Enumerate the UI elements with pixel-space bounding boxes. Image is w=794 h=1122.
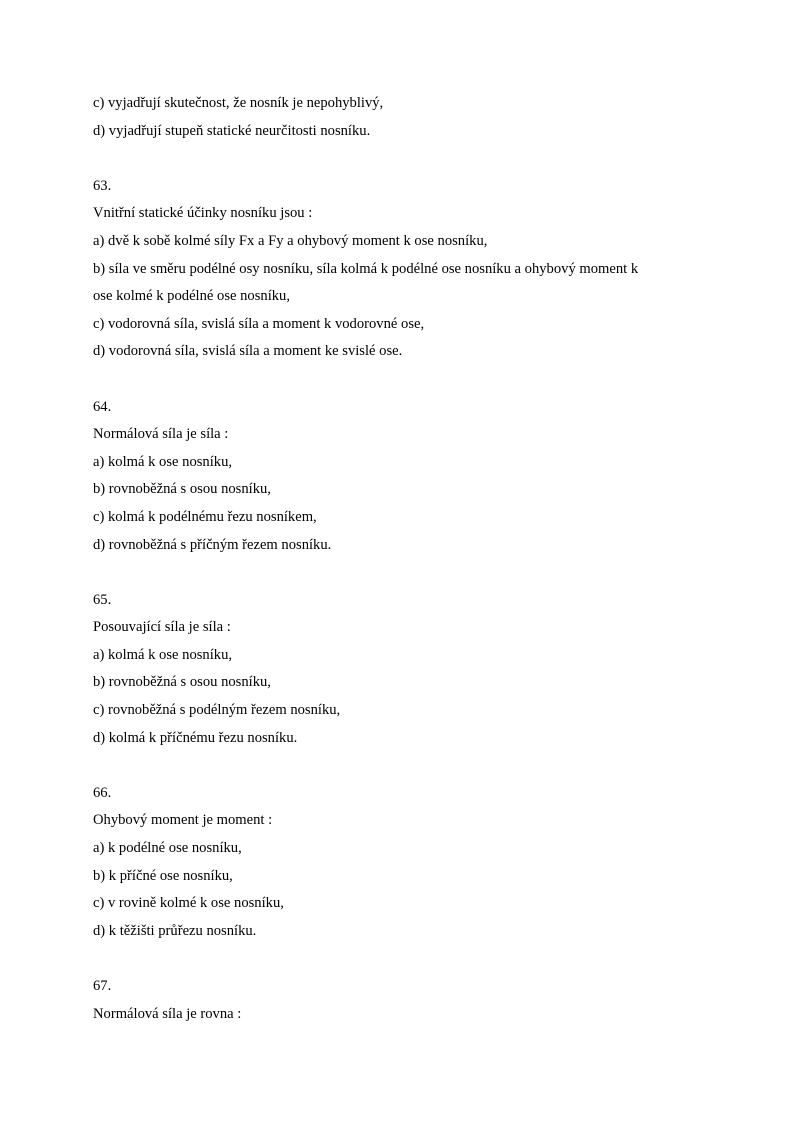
question-number: 63. — [93, 177, 112, 194]
question-63 — [93, 173, 713, 366]
answer-option-continued: ose kolmé k podélné ose nosníku, — [93, 288, 290, 305]
intro-line: c) vyjadřují skutečnost, že nosník je nepohyblivý, — [93, 95, 384, 111]
question-number: 67. — [93, 978, 112, 994]
answer-option: a) k podélné ose nosníku, — [93, 840, 242, 857]
question-64 — [93, 394, 713, 560]
answer-option: a) kolmá k ose nosníku, — [93, 453, 233, 470]
question-text: Posouvající síla je síla : — [93, 619, 231, 636]
answer-option: d) k těžišti průřezu nosníku. — [93, 922, 257, 939]
document-page — [93, 90, 713, 1028]
answer-option: b) rovnoběžná s osou nosníku, — [93, 674, 271, 691]
answer-option: d) kolmá k příčnému řezu nosníku. — [93, 729, 298, 746]
answer-option: c) vodorovná síla, svislá síla a moment k vodorovné ose, — [93, 315, 425, 332]
spacer — [93, 945, 713, 973]
answer-option: b) rovnoběžná s osou nosníku, — [93, 481, 271, 498]
answer-option: c) rovnoběžná s podélným řezem nosníku, — [93, 702, 341, 719]
answer-option: b) síla ve směru podélné osy nosníku, síla kolmá k podélné ose nosníku a ohybový moment k — [93, 260, 639, 277]
question-66 — [93, 780, 713, 946]
answer-option: a) dvě k sobě kolmé síly Fx a Fy a ohybový moment k ose nosníku, — [93, 232, 488, 249]
question-65 — [93, 587, 713, 753]
question-number: 65. — [93, 591, 112, 608]
question-text: Normálová síla je rovna : — [93, 1005, 242, 1022]
question-number: 64. — [93, 398, 112, 415]
question-number: 66. — [93, 784, 112, 801]
answer-option: d) rovnoběžná s příčným řezem nosníku. — [93, 536, 332, 553]
question-text: Ohybový moment je moment : — [93, 812, 273, 829]
question-text: Vnitřní statické účinky nosníku jsou : — [93, 205, 313, 222]
spacer — [93, 366, 713, 394]
answer-option: b) k příčné ose nosníku, — [93, 867, 233, 884]
spacer — [93, 752, 713, 780]
question-67 — [93, 973, 713, 1028]
answer-option: a) kolmá k ose nosníku, — [93, 646, 233, 663]
answer-option: d) vodorovná síla, svislá síla a moment ke svislé ose. — [93, 343, 403, 360]
spacer — [93, 145, 713, 173]
answer-option: c) kolmá k podélnému řezu nosníkem, — [93, 508, 317, 525]
answer-option: c) v rovině kolmé k ose nosníku, — [93, 895, 284, 912]
intro-line: d) vyjadřují stupeň statické neurčitosti nosníku. — [93, 122, 371, 139]
question-text: Normálová síla je síla : — [93, 426, 229, 443]
spacer — [93, 559, 713, 587]
